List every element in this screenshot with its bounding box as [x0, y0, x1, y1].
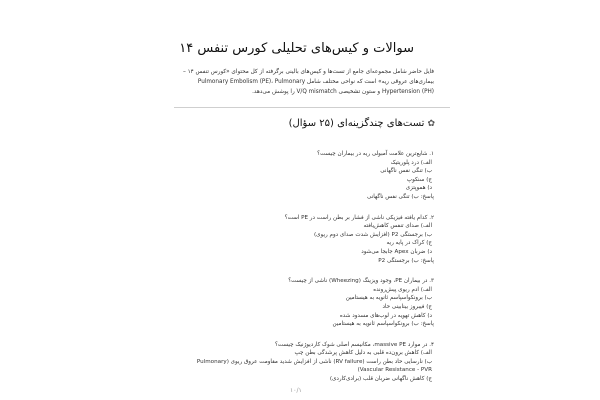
question-option: د) هموپتزی	[405, 185, 432, 192]
horizontal-divider	[174, 107, 450, 108]
question-answer: پاسخ: ب) برونکواسپاسم ثانویه به هیستامین	[332, 321, 434, 328]
question-option: د) کاهش تهویه در لوب‌های مسدود شده	[339, 312, 432, 319]
question-item	[154, 150, 434, 202]
question-option: الف) صدای تنفس کاهش‌یافته	[363, 223, 432, 230]
question-option: Vascular Resistance - PVR)	[357, 367, 432, 374]
question-option: الف) ادم ریوی پیش‌رونده	[373, 286, 432, 293]
question-option: الف) کاهش برون‌ده قلبی به دلیل کاهش پرشدگی بطن چپ	[294, 350, 432, 357]
question-option: ب) برونکواسپاسم ثانویه به هیستامین	[345, 295, 432, 302]
question-option: ب) تنگی نفس ناگهانی	[380, 168, 432, 175]
page-number: ۱۰/۱	[290, 387, 302, 394]
question-option: ج) فیبروز بینابینی حاد	[382, 303, 432, 310]
question-option: الف) درد پلوریتیک	[390, 159, 432, 166]
question-stem: ۳. در بیماران PE، وجود ویزینگ (Wheezing) ناشی از چیست؟	[288, 278, 434, 285]
question-stem: ۲. کدام یافته فیزیکی ناشی از فشار بر بطن راست در PE است؟	[284, 214, 434, 221]
section-title-text: تست‌های چندگزینه‌ای (۲۵ سؤال)	[288, 118, 425, 129]
section-title	[289, 118, 435, 129]
question-item	[154, 214, 434, 266]
question-option: د) ضربان Apex جابجا می‌شود	[361, 248, 432, 255]
question-item	[154, 341, 434, 384]
question-stem: ۴. در موارد massive PE، مکانیسم اصلی شوک کاردیوژنیک چیست؟	[274, 341, 434, 348]
question-option: ب) برجستگی P2 (افزایش شدت صدای دوم ریوی)	[314, 231, 432, 238]
question-answer: پاسخ: ب) تنگی نفس ناگهانی	[367, 193, 434, 200]
question-option: ج) کراک در پایه ریه	[386, 240, 432, 247]
question-answer: پاسخ: ب) برجستگی P2	[378, 257, 434, 264]
page-title: سوالات و کیس‌های تحلیلی کورس تنفس ۱۴	[179, 41, 414, 56]
question-item	[154, 277, 434, 329]
question-option: ب) نارسایی حاد بطن راست (RV failure) ناشی از افزایش شدید مقاومت عروق ریوی (Pulmonary	[196, 358, 432, 365]
intro-paragraph: فایل حاضر شامل مجموعه‌ای جامع از تست‌ها و کیس‌های بالینی برگرفته از کل محتوای «کورس تنفس ۱۴ – بیماری‌های عروقی ریه» است که نواحی مختلف شامل Pulmonary Embolism (PE)، Pulmonary Hypertension (PH) و ستون تشخیصی V/Q mismatch را پوشش می‌دهد.	[182, 69, 434, 95]
question-option: ج) سنکوپ	[406, 176, 432, 183]
question-stem: ۱. شایع‌ترین علامت آمبولی ریه در بیماران چیست؟	[317, 151, 434, 157]
question-option: ج) کاهش ناگهانی ضربان قلب (برادی‌کاردی)	[329, 376, 432, 383]
question-list	[154, 150, 434, 384]
brain-icon: ✿	[427, 118, 435, 129]
